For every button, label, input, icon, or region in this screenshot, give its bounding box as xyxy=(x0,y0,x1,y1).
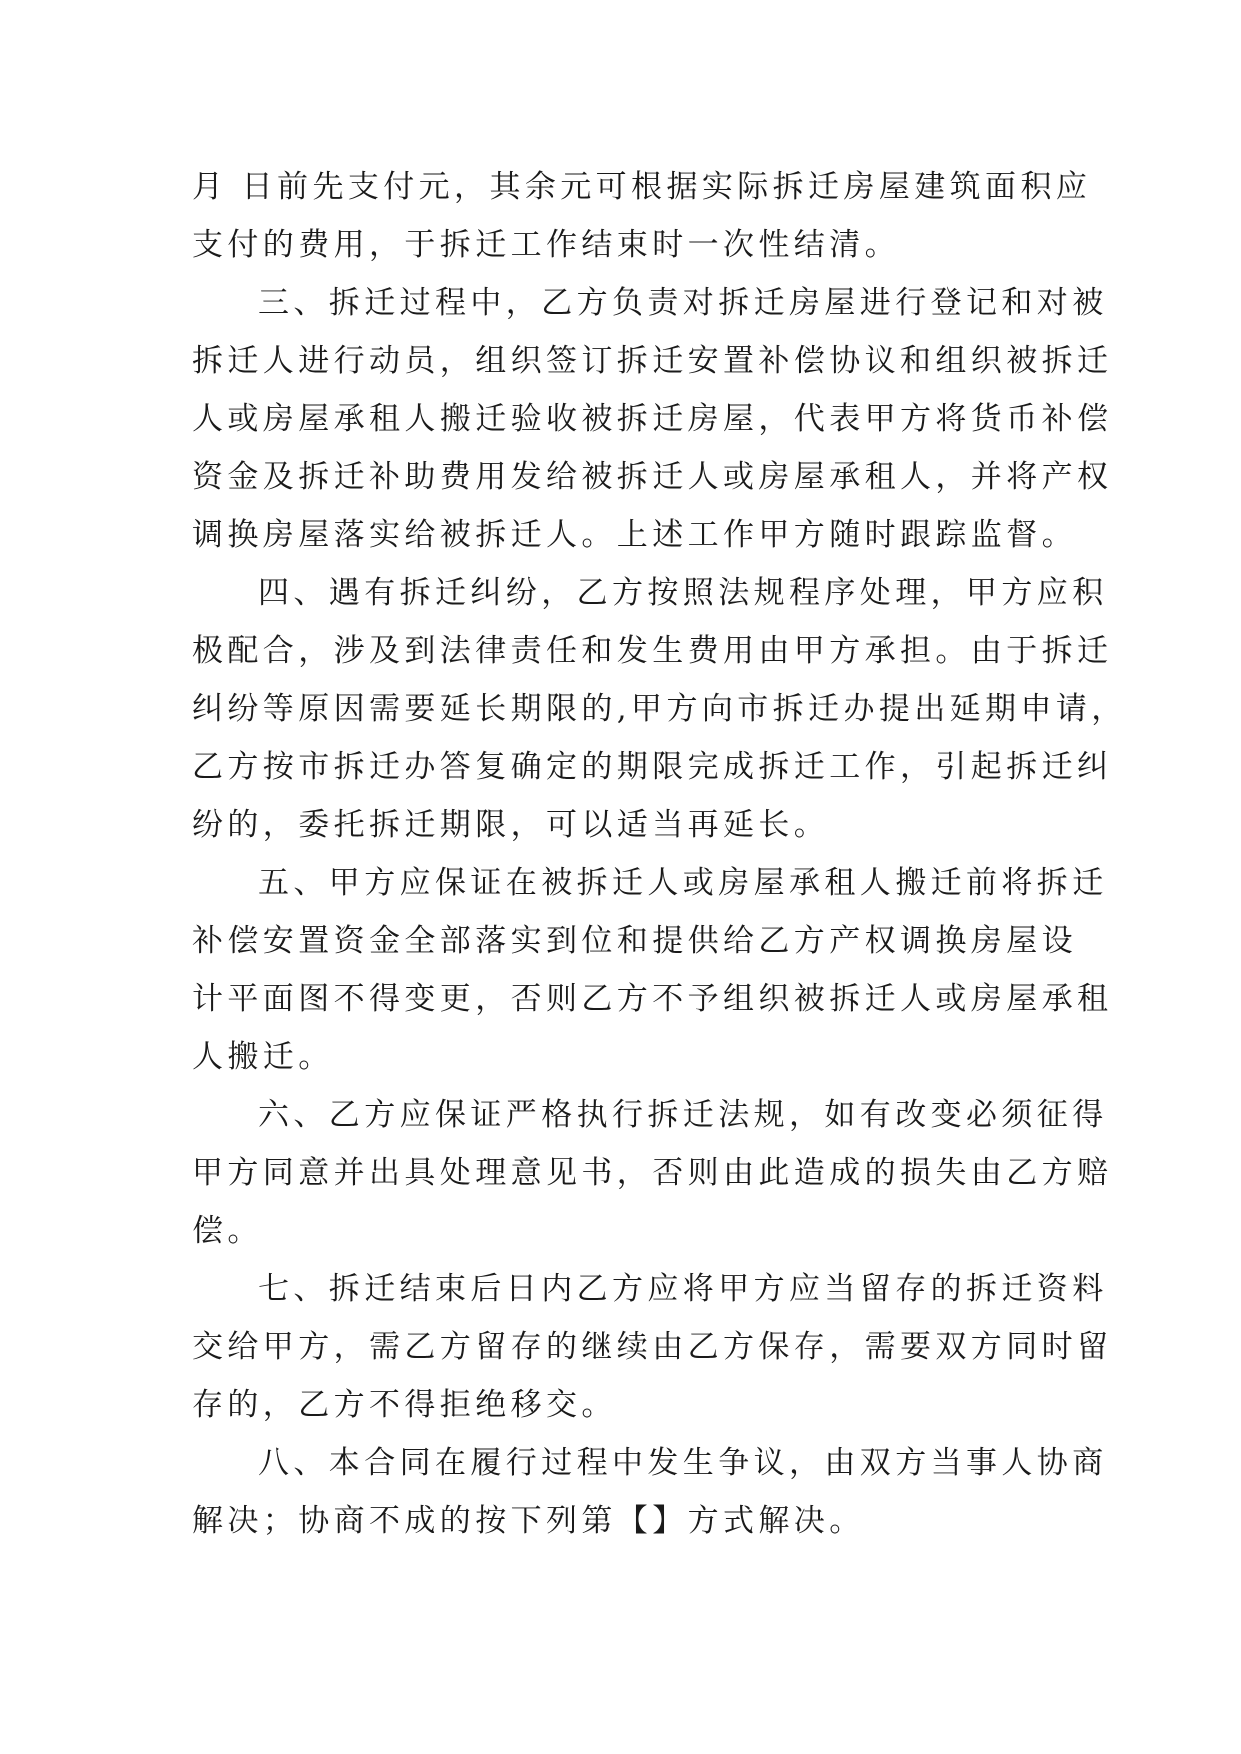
text-line: 调换房屋落实给被拆迁人。上述工作甲方随时跟踪监督。 xyxy=(192,517,1077,553)
clause-8-first-line: 八、本合同在履行过程中发生争议，由双方当事人协商 xyxy=(258,1445,1108,1481)
text-line: 存的，乙方不得拒绝移交。 xyxy=(192,1387,617,1423)
clause-6-first-line: 六、乙方应保证严格执行拆迁法规，如有改变必须征得 xyxy=(258,1097,1108,1133)
contract-body-text xyxy=(192,158,1127,1550)
text-line: 交给甲方，需乙方留存的继续由乙方保存，需要双方同时留 xyxy=(192,1329,1113,1365)
text-line: 人或房屋承租人搬迁验收被拆迁房屋，代表甲方将货币补偿 xyxy=(192,401,1113,437)
text-line: 月 日前先支付元，其余元可根据实际拆迁房屋建筑面积应 xyxy=(192,169,1092,205)
text-line: 人搬迁。 xyxy=(192,1039,334,1075)
text-line: 拆迁人进行动员，组织签订拆迁安置补偿协议和组织被拆迁 xyxy=(192,343,1113,379)
text-line: 极配合，涉及到法律责任和发生费用由甲方承担。由于拆迁 xyxy=(192,633,1113,669)
text-line: 支付的费用，于拆迁工作结束时一次性结清。 xyxy=(192,227,900,263)
text-line: 纠纷等原因需要延长期限的,甲方向市拆迁办提出延期申请， xyxy=(192,691,1127,727)
text-line: 补偿安置资金全部落实到位和提供给乙方产权调换房屋设 xyxy=(192,923,1077,959)
clause-5-first-line: 五、甲方应保证在被拆迁人或房屋承租人搬迁前将拆迁 xyxy=(258,865,1108,901)
clause-7-first-line: 七、拆迁结束后日内乙方应将甲方应当留存的拆迁资料 xyxy=(258,1271,1108,1307)
text-line: 解决；协商不成的按下列第【】方式解决。 xyxy=(192,1503,865,1539)
clause-4-first-line: 四、遇有拆迁纠纷，乙方按照法规程序处理，甲方应积 xyxy=(258,575,1108,611)
text-line: 乙方按市拆迁办答复确定的期限完成拆迁工作，引起拆迁纠 xyxy=(192,749,1113,785)
text-line: 甲方同意并出具处理意见书，否则由此造成的损失由乙方赔 xyxy=(192,1155,1113,1191)
text-line: 纷的，委托拆迁期限，可以适当再延长。 xyxy=(192,807,830,843)
text-line: 偿。 xyxy=(192,1213,263,1249)
text-line: 资金及拆迁补助费用发给被拆迁人或房屋承租人，并将产权 xyxy=(192,459,1113,495)
clause-3-first-line: 三、拆迁过程中，乙方负责对拆迁房屋进行登记和对被 xyxy=(258,285,1108,321)
text-line: 计平面图不得变更，否则乙方不予组织被拆迁人或房屋承租 xyxy=(192,981,1113,1017)
